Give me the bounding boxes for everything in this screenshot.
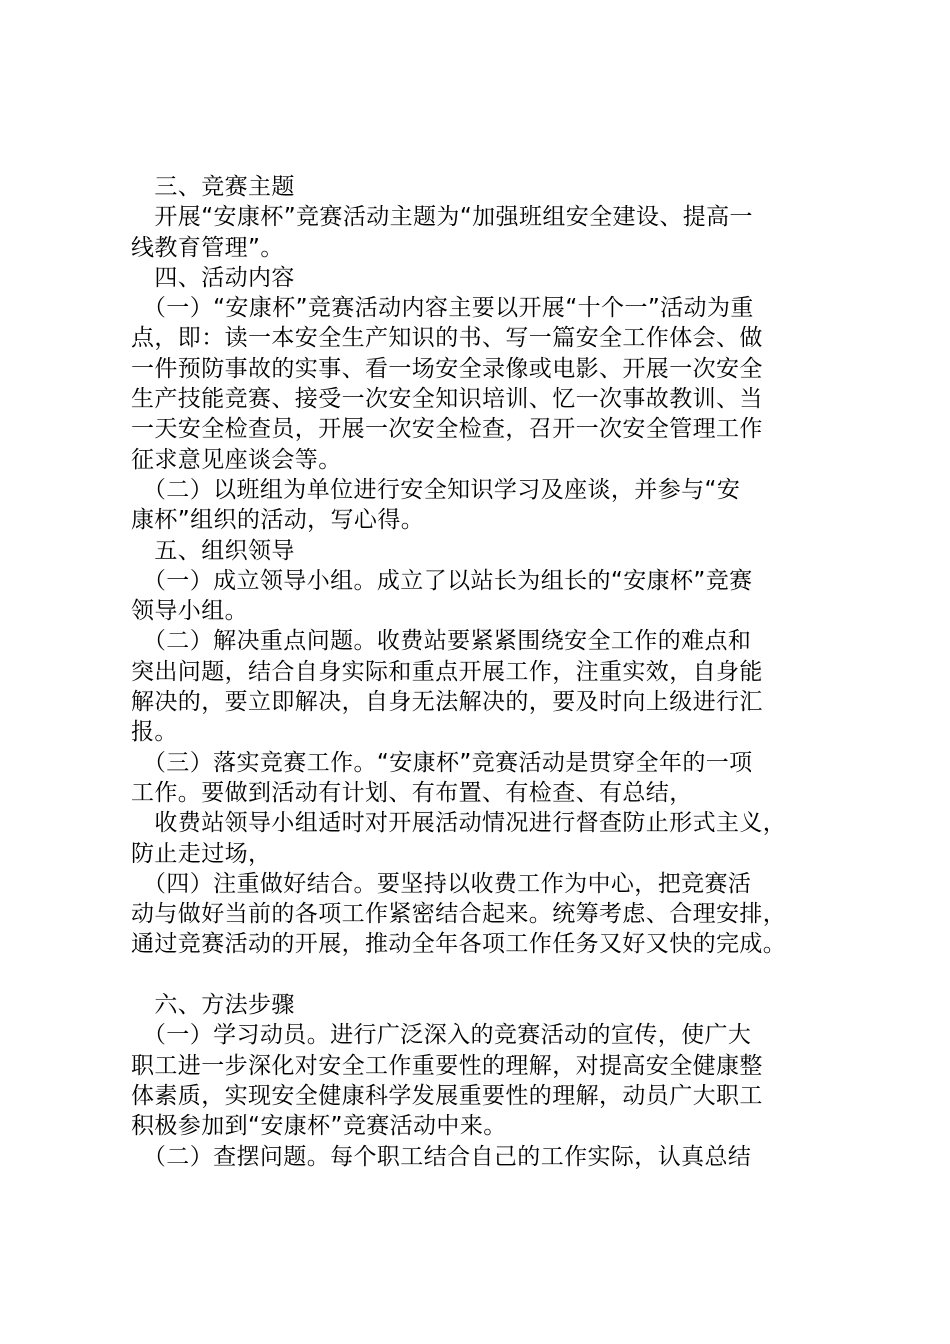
paragraph-line: （一）学习动员。进行广泛深入的竞赛活动的宣传，使广大 <box>131 1022 752 1049</box>
paragraph-line: （二）以班组为单位进行安全知识学习及座谈，并参与“安 <box>131 476 741 503</box>
paragraph-line: 一天安全检查员，开展一次安全检查，召开一次安全管理工作 <box>131 416 763 443</box>
paragraph-line: 康杯”组织的活动，写心得。 <box>131 507 425 534</box>
paragraph-line: （三）落实竞赛工作。“安康杯”竞赛活动是贯穿全年的一项 <box>131 749 753 776</box>
paragraph-line: 线教育管理”。 <box>131 234 284 261</box>
paragraph-line: （一）成立领导小组。成立了以站长为组长的“安康杯”竞赛 <box>131 567 753 594</box>
paragraph-line: 积极参加到“安康杯”竞赛活动中来。 <box>131 1113 507 1140</box>
paragraph-line: 突出问题，结合自身实际和重点开展工作，注重实效，自身能 <box>131 658 763 685</box>
document-body <box>131 172 851 1172</box>
paragraph-line: 职工进一步深化对安全工作重要性的理解，对提高安全健康整 <box>131 1052 763 1079</box>
paragraph-line: 开展“安康杯”竞赛活动主题为“加强班组安全建设、提高一 <box>131 204 753 231</box>
paragraph-line: （一）“安康杯”竞赛活动内容主要以开展“十个一”活动为重 <box>131 295 754 322</box>
heading-method-steps: 六、方法步骤 <box>131 992 295 1019</box>
paragraph-line: 点，即：读一本安全生产知识的书、写一篇安全工作体会、做 <box>131 325 763 352</box>
paragraph-line: 生产技能竞赛、接受一次安全知识培训、忆一次事故教训、当 <box>131 386 763 413</box>
paragraph-line: （四）注重做好结合。要坚持以收费工作为中心，把竞赛活 <box>131 870 752 897</box>
paragraph-line: 工作。要做到活动有计划、有布置、有检查、有总结， <box>131 779 693 806</box>
paragraph-line: 一件预防事故的实事、看一场安全录像或电影、开展一次安全 <box>131 355 763 382</box>
heading-activity-content: 四、活动内容 <box>131 264 295 291</box>
paragraph-line: 征求意见座谈会等。 <box>131 446 342 473</box>
paragraph-line: 防止走过场， <box>131 840 272 867</box>
paragraph-line: （二）解决重点问题。收费站要紧紧围绕安全工作的难点和 <box>131 628 752 655</box>
paragraph-line: 收费站领导小组适时对开展活动情况进行督查防止形式主义， <box>131 810 787 837</box>
paragraph-line: （二）查摆问题。每个职工结合自己的工作实际，认真总结 <box>131 1143 752 1170</box>
paragraph-line: 解决的，要立即解决，自身无法解决的，要及时向上级进行汇 <box>131 689 763 716</box>
paragraph-line: 体素质，实现安全健康科学发展重要性的理解，动员广大职工 <box>131 1082 763 1109</box>
blank-line <box>131 960 851 990</box>
paragraph-line: 通过竞赛活动的开展，推动全年各项工作任务又好又快的完成。 <box>131 931 787 958</box>
paragraph-line: 领导小组。 <box>131 598 248 625</box>
paragraph-line: 动与做好当前的各项工作紧密结合起来。统筹考虑、合理安排， <box>131 901 787 928</box>
paragraph-line: 报。 <box>131 719 178 746</box>
heading-organization-leadership: 五、组织领导 <box>131 537 295 564</box>
heading-competition-theme: 三、竞赛主题 <box>131 174 295 200</box>
